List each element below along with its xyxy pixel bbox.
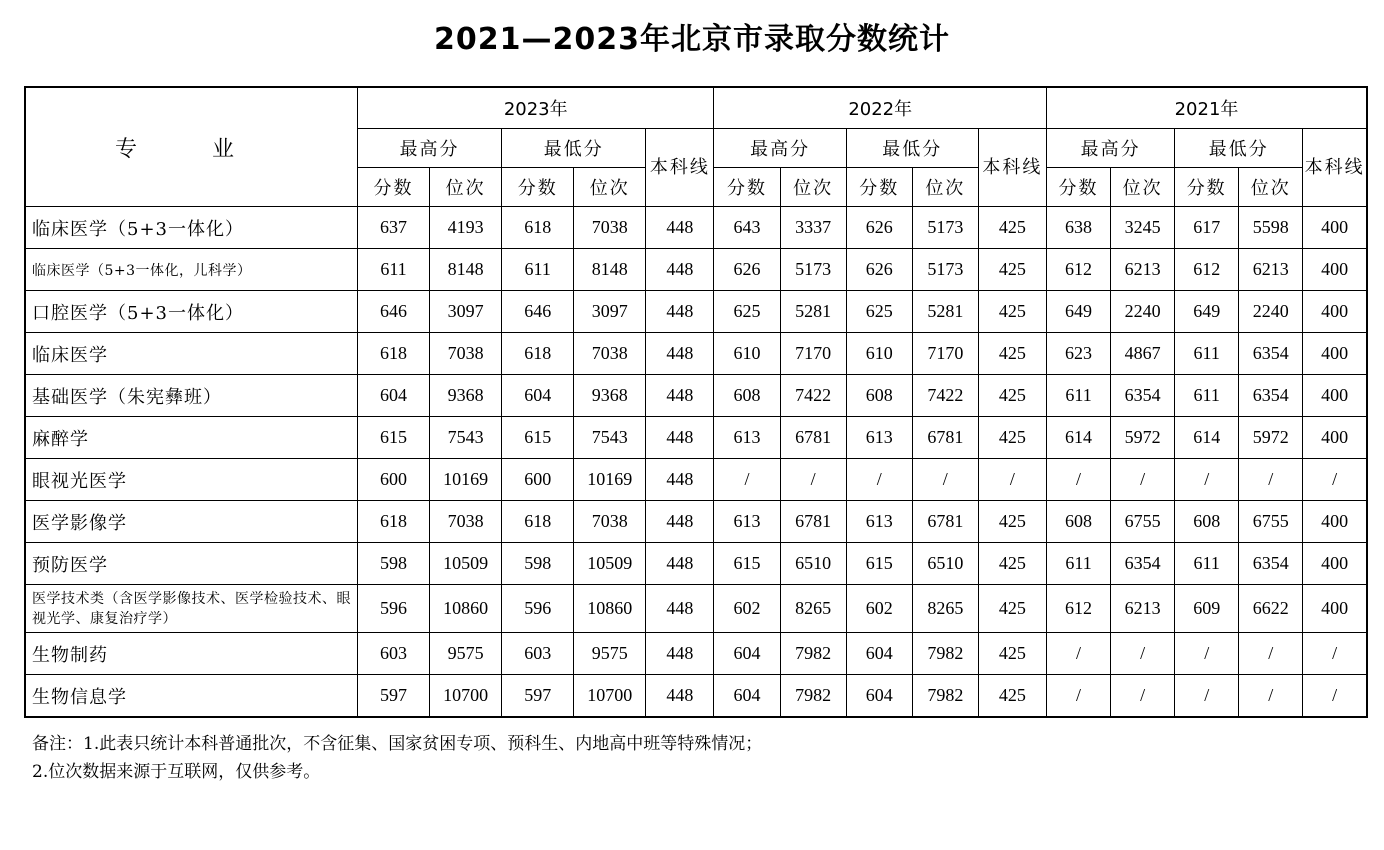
table-row [25, 333, 1367, 375]
y2022-baseline-cell: 425 [978, 291, 1046, 333]
y2023-lowest-score-cell: 600 [502, 459, 574, 501]
y2021-highest-rank-cell: 6354 [1111, 375, 1175, 417]
lowest-score-header: 最低分 [846, 129, 978, 168]
y2021-lowest-score-cell: / [1175, 459, 1239, 501]
footnote-2: 2.位次数据来源于互联网，仅供参考。 [32, 762, 321, 782]
y2022-lowest-score-cell: 602 [846, 585, 912, 633]
y2022-lowest-score-cell: 626 [846, 207, 912, 249]
page-title: 2021—2023年北京市录取分数统计 [434, 22, 950, 57]
y2021-lowest-score-cell: / [1175, 675, 1239, 718]
y2023-baseline-cell: 448 [646, 633, 714, 675]
header-row-years [25, 87, 1367, 129]
y2023-highest-rank-cell: 8148 [430, 249, 502, 291]
y2023-lowest-score-cell: 618 [502, 207, 574, 249]
major-name-cell: 生物信息学 [25, 675, 357, 718]
y2023-highest-rank-cell: 7038 [430, 501, 502, 543]
baseline-header: 本科线 [1303, 129, 1367, 207]
y2023-lowest-score-cell: 604 [502, 375, 574, 417]
y2022-highest-rank-cell: 7170 [780, 333, 846, 375]
y2023-highest-rank-cell: 4193 [430, 207, 502, 249]
y2021-highest-rank-cell: 5972 [1111, 417, 1175, 459]
y2023-highest-rank-cell: 10700 [430, 675, 502, 718]
y2022-highest-rank-cell: 8265 [780, 585, 846, 633]
y2022-lowest-score-cell: 604 [846, 633, 912, 675]
y2023-highest-rank-cell: 7543 [430, 417, 502, 459]
y2022-baseline-cell: 425 [978, 585, 1046, 633]
y2022-baseline-cell: 425 [978, 249, 1046, 291]
y2023-baseline-cell: 448 [646, 459, 714, 501]
y2023-highest-score-cell: 618 [357, 501, 429, 543]
y2022-highest-score-cell: 604 [714, 633, 780, 675]
y2022-baseline-cell: 425 [978, 417, 1046, 459]
highest-score-header: 最高分 [1047, 129, 1175, 168]
y2023-lowest-rank-cell: 10860 [574, 585, 646, 633]
y2022-lowest-rank-cell: 7982 [912, 633, 978, 675]
y2021-highest-score-cell: 612 [1047, 585, 1111, 633]
y2022-highest-score-cell: 613 [714, 417, 780, 459]
y2021-highest-score-cell: 611 [1047, 375, 1111, 417]
table-row [25, 207, 1367, 249]
table-row [25, 501, 1367, 543]
y2021-highest-score-cell: 612 [1047, 249, 1111, 291]
year-header-2023: 2023年 [357, 87, 714, 129]
y2021-lowest-score-cell: / [1175, 633, 1239, 675]
y2022-baseline-cell: 425 [978, 375, 1046, 417]
y2023-highest-score-cell: 597 [357, 675, 429, 718]
score-subheader: 分数 [357, 168, 429, 207]
major-name-cell: 口腔医学（5+3一体化） [25, 291, 357, 333]
table-body [25, 207, 1367, 718]
table-row [25, 375, 1367, 417]
y2022-baseline-cell: 425 [978, 207, 1046, 249]
y2023-lowest-rank-cell: 7038 [574, 207, 646, 249]
y2022-lowest-rank-cell: 6510 [912, 543, 978, 585]
y2022-lowest-score-cell: 626 [846, 249, 912, 291]
y2023-baseline-cell: 448 [646, 333, 714, 375]
y2023-highest-rank-cell: 7038 [430, 333, 502, 375]
y2022-highest-score-cell: 604 [714, 675, 780, 718]
y2022-highest-rank-cell: 5173 [780, 249, 846, 291]
y2022-highest-score-cell: 615 [714, 543, 780, 585]
y2021-baseline-cell: / [1303, 459, 1367, 501]
y2021-baseline-cell: 400 [1303, 417, 1367, 459]
y2021-lowest-rank-cell: 6213 [1239, 249, 1303, 291]
y2021-lowest-rank-cell: 6622 [1239, 585, 1303, 633]
highest-score-header: 最高分 [714, 129, 846, 168]
y2023-lowest-rank-cell: 9575 [574, 633, 646, 675]
y2021-highest-rank-cell: / [1111, 675, 1175, 718]
y2022-baseline-cell: 425 [978, 543, 1046, 585]
y2022-baseline-cell: 425 [978, 675, 1046, 718]
y2021-highest-score-cell: 611 [1047, 543, 1111, 585]
y2022-lowest-score-cell: 615 [846, 543, 912, 585]
y2023-lowest-score-cell: 597 [502, 675, 574, 718]
y2022-lowest-rank-cell: 7422 [912, 375, 978, 417]
y2022-baseline-cell: / [978, 459, 1046, 501]
y2023-lowest-score-cell: 596 [502, 585, 574, 633]
y2021-highest-rank-cell: 2240 [1111, 291, 1175, 333]
y2023-lowest-rank-cell: 9368 [574, 375, 646, 417]
y2021-lowest-rank-cell: / [1239, 633, 1303, 675]
y2023-highest-rank-cell: 10169 [430, 459, 502, 501]
y2021-highest-score-cell: / [1047, 459, 1111, 501]
y2021-lowest-score-cell: 649 [1175, 291, 1239, 333]
y2021-highest-score-cell: 608 [1047, 501, 1111, 543]
y2023-baseline-cell: 448 [646, 417, 714, 459]
y2021-highest-score-cell: 649 [1047, 291, 1111, 333]
y2023-highest-score-cell: 596 [357, 585, 429, 633]
y2023-lowest-score-cell: 618 [502, 333, 574, 375]
major-column-header: 专 业 [25, 87, 357, 207]
y2021-highest-rank-cell: / [1111, 633, 1175, 675]
y2022-highest-score-cell: 613 [714, 501, 780, 543]
y2023-baseline-cell: 448 [646, 501, 714, 543]
y2021-lowest-score-cell: 617 [1175, 207, 1239, 249]
y2021-highest-score-cell: / [1047, 633, 1111, 675]
y2023-baseline-cell: 448 [646, 675, 714, 718]
y2023-lowest-score-cell: 598 [502, 543, 574, 585]
y2023-highest-rank-cell: 10860 [430, 585, 502, 633]
y2023-baseline-cell: 448 [646, 291, 714, 333]
y2023-highest-rank-cell: 9575 [430, 633, 502, 675]
y2023-lowest-rank-cell: 7038 [574, 501, 646, 543]
major-name-cell: 预防医学 [25, 543, 357, 585]
y2021-highest-score-cell: 638 [1047, 207, 1111, 249]
y2021-highest-rank-cell: 6354 [1111, 543, 1175, 585]
y2021-lowest-rank-cell: 6354 [1239, 375, 1303, 417]
rank-subheader: 位次 [574, 168, 646, 207]
y2022-baseline-cell: 425 [978, 501, 1046, 543]
y2023-lowest-score-cell: 618 [502, 501, 574, 543]
y2021-lowest-score-cell: 609 [1175, 585, 1239, 633]
y2022-lowest-score-cell: 610 [846, 333, 912, 375]
y2022-highest-rank-cell: 7982 [780, 633, 846, 675]
y2023-lowest-rank-cell: 10509 [574, 543, 646, 585]
y2021-baseline-cell: 400 [1303, 249, 1367, 291]
year-header-2021: 2021年 [1047, 87, 1368, 129]
y2021-lowest-rank-cell: / [1239, 459, 1303, 501]
y2023-highest-score-cell: 611 [357, 249, 429, 291]
y2021-lowest-score-cell: 612 [1175, 249, 1239, 291]
y2023-lowest-score-cell: 615 [502, 417, 574, 459]
y2021-lowest-score-cell: 611 [1175, 333, 1239, 375]
y2022-lowest-rank-cell: 6781 [912, 417, 978, 459]
rank-subheader: 位次 [780, 168, 846, 207]
y2021-baseline-cell: 400 [1303, 543, 1367, 585]
y2021-lowest-score-cell: 614 [1175, 417, 1239, 459]
y2021-baseline-cell: / [1303, 675, 1367, 718]
y2021-baseline-cell: 400 [1303, 291, 1367, 333]
y2022-lowest-score-cell: 613 [846, 417, 912, 459]
score-subheader: 分数 [1175, 168, 1239, 207]
y2023-highest-score-cell: 598 [357, 543, 429, 585]
y2021-lowest-rank-cell: 6354 [1239, 543, 1303, 585]
table-row [25, 417, 1367, 459]
y2022-highest-rank-cell: 7422 [780, 375, 846, 417]
y2023-baseline-cell: 448 [646, 585, 714, 633]
lowest-score-header: 最低分 [502, 129, 646, 168]
y2022-highest-score-cell: 643 [714, 207, 780, 249]
y2023-lowest-rank-cell: 3097 [574, 291, 646, 333]
major-name-cell: 医学技术类（含医学影像技术、医学检验技术、眼视光学、康复治疗学） [25, 585, 357, 633]
baseline-header: 本科线 [646, 129, 714, 207]
y2022-lowest-score-cell: 604 [846, 675, 912, 718]
admission-score-table [24, 86, 1368, 718]
y2022-highest-rank-cell: 6781 [780, 417, 846, 459]
y2021-baseline-cell: 400 [1303, 333, 1367, 375]
y2021-highest-rank-cell: 6755 [1111, 501, 1175, 543]
y2022-highest-rank-cell: / [780, 459, 846, 501]
y2022-lowest-score-cell: 608 [846, 375, 912, 417]
y2023-lowest-score-cell: 611 [502, 249, 574, 291]
y2021-baseline-cell: / [1303, 633, 1367, 675]
score-subheader: 分数 [1047, 168, 1111, 207]
y2022-highest-score-cell: 626 [714, 249, 780, 291]
y2023-lowest-rank-cell: 7038 [574, 333, 646, 375]
y2021-lowest-rank-cell: 5598 [1239, 207, 1303, 249]
major-name-cell: 生物制药 [25, 633, 357, 675]
y2022-lowest-rank-cell: 8265 [912, 585, 978, 633]
major-name-cell: 临床医学 [25, 333, 357, 375]
rank-subheader: 位次 [912, 168, 978, 207]
y2021-baseline-cell: 400 [1303, 501, 1367, 543]
table-row [25, 585, 1367, 633]
y2021-lowest-rank-cell: 2240 [1239, 291, 1303, 333]
y2023-lowest-rank-cell: 10700 [574, 675, 646, 718]
rank-subheader: 位次 [430, 168, 502, 207]
y2021-highest-rank-cell: 3245 [1111, 207, 1175, 249]
y2021-lowest-score-cell: 608 [1175, 501, 1239, 543]
y2021-lowest-rank-cell: 5972 [1239, 417, 1303, 459]
y2022-highest-score-cell: / [714, 459, 780, 501]
y2021-highest-rank-cell: 6213 [1111, 585, 1175, 633]
y2021-baseline-cell: 400 [1303, 585, 1367, 633]
baseline-header: 本科线 [978, 129, 1046, 207]
y2023-highest-score-cell: 618 [357, 333, 429, 375]
major-name-cell: 临床医学（5+3一体化） [25, 207, 357, 249]
y2021-baseline-cell: 400 [1303, 375, 1367, 417]
y2023-highest-score-cell: 637 [357, 207, 429, 249]
table-row [25, 675, 1367, 718]
score-subheader: 分数 [714, 168, 780, 207]
y2023-highest-rank-cell: 3097 [430, 291, 502, 333]
y2022-baseline-cell: 425 [978, 333, 1046, 375]
y2022-lowest-rank-cell: 6781 [912, 501, 978, 543]
footnote-1: 备注：1.此表只统计本科普通批次，不含征集、国家贫困专项、预科生、内地高中班等特殊情况； [32, 734, 763, 754]
y2022-highest-rank-cell: 6510 [780, 543, 846, 585]
y2021-lowest-score-cell: 611 [1175, 543, 1239, 585]
score-subheader: 分数 [846, 168, 912, 207]
y2021-highest-rank-cell: 6213 [1111, 249, 1175, 291]
rank-subheader: 位次 [1239, 168, 1303, 207]
y2022-lowest-rank-cell: 7982 [912, 675, 978, 718]
y2023-highest-rank-cell: 10509 [430, 543, 502, 585]
y2021-lowest-rank-cell: 6755 [1239, 501, 1303, 543]
table-row [25, 249, 1367, 291]
y2023-highest-rank-cell: 9368 [430, 375, 502, 417]
footnotes [32, 730, 1352, 786]
major-name-cell: 麻醉学 [25, 417, 357, 459]
table-row [25, 633, 1367, 675]
score-subheader: 分数 [502, 168, 574, 207]
y2022-highest-rank-cell: 6781 [780, 501, 846, 543]
y2021-highest-score-cell: 614 [1047, 417, 1111, 459]
y2021-highest-score-cell: / [1047, 675, 1111, 718]
y2021-lowest-score-cell: 611 [1175, 375, 1239, 417]
y2023-highest-score-cell: 600 [357, 459, 429, 501]
y2022-baseline-cell: 425 [978, 633, 1046, 675]
table-row [25, 459, 1367, 501]
y2022-highest-score-cell: 608 [714, 375, 780, 417]
y2022-lowest-score-cell: 625 [846, 291, 912, 333]
y2023-baseline-cell: 448 [646, 375, 714, 417]
y2022-lowest-rank-cell: 5281 [912, 291, 978, 333]
y2022-lowest-score-cell: / [846, 459, 912, 501]
y2022-lowest-rank-cell: 7170 [912, 333, 978, 375]
y2021-highest-rank-cell: 4867 [1111, 333, 1175, 375]
y2023-lowest-score-cell: 603 [502, 633, 574, 675]
lowest-score-header: 最低分 [1175, 129, 1303, 168]
major-name-cell: 基础医学（朱宪彝班） [25, 375, 357, 417]
y2021-highest-rank-cell: / [1111, 459, 1175, 501]
table-row [25, 543, 1367, 585]
year-header-2022: 2022年 [714, 87, 1047, 129]
highest-score-header: 最高分 [357, 129, 501, 168]
rank-subheader: 位次 [1111, 168, 1175, 207]
table-row [25, 291, 1367, 333]
y2023-lowest-rank-cell: 7543 [574, 417, 646, 459]
y2023-highest-score-cell: 604 [357, 375, 429, 417]
y2023-baseline-cell: 448 [646, 249, 714, 291]
y2023-baseline-cell: 448 [646, 207, 714, 249]
y2021-lowest-rank-cell: 6354 [1239, 333, 1303, 375]
y2022-lowest-score-cell: 613 [846, 501, 912, 543]
y2021-lowest-rank-cell: / [1239, 675, 1303, 718]
major-name-cell: 医学影像学 [25, 501, 357, 543]
major-name-cell: 临床医学（5+3一体化，儿科学） [25, 249, 357, 291]
y2022-highest-rank-cell: 3337 [780, 207, 846, 249]
y2023-lowest-rank-cell: 10169 [574, 459, 646, 501]
y2021-highest-score-cell: 623 [1047, 333, 1111, 375]
y2022-lowest-rank-cell: 5173 [912, 249, 978, 291]
y2023-highest-score-cell: 646 [357, 291, 429, 333]
y2021-baseline-cell: 400 [1303, 207, 1367, 249]
y2022-lowest-rank-cell: / [912, 459, 978, 501]
y2022-highest-score-cell: 625 [714, 291, 780, 333]
major-name-cell: 眼视光医学 [25, 459, 357, 501]
y2022-highest-rank-cell: 7982 [780, 675, 846, 718]
y2023-baseline-cell: 448 [646, 543, 714, 585]
y2023-lowest-rank-cell: 8148 [574, 249, 646, 291]
y2022-highest-score-cell: 610 [714, 333, 780, 375]
y2023-highest-score-cell: 603 [357, 633, 429, 675]
y2022-highest-score-cell: 602 [714, 585, 780, 633]
y2022-lowest-rank-cell: 5173 [912, 207, 978, 249]
y2022-highest-rank-cell: 5281 [780, 291, 846, 333]
y2023-highest-score-cell: 615 [357, 417, 429, 459]
y2023-lowest-score-cell: 646 [502, 291, 574, 333]
